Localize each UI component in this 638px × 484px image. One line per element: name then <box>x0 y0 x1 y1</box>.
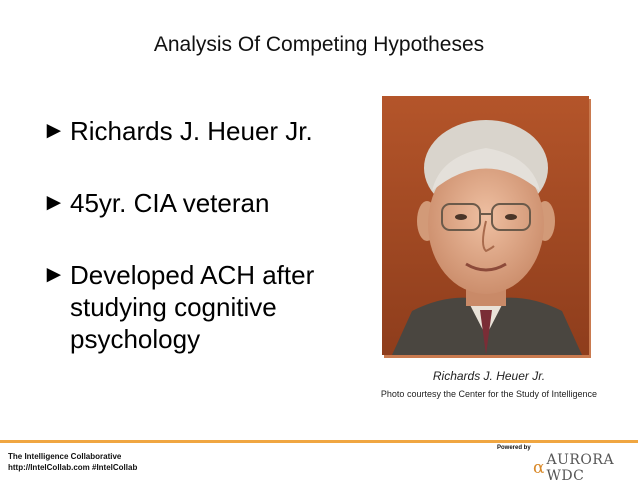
portrait-image <box>382 96 589 355</box>
bullet-arrow-icon: ► <box>42 189 66 216</box>
bullet-arrow-icon: ► <box>42 117 66 144</box>
powered-by-label: Powered by <box>497 445 531 451</box>
bullet-text: Developed ACH after studying cognitive psychology <box>70 260 315 354</box>
portrait-photo <box>382 96 589 355</box>
alpha-logo-icon: α <box>533 458 545 478</box>
bullet-item <box>42 259 362 355</box>
aurora-logo <box>533 452 638 484</box>
bullet-text: 45yr. CIA veteran <box>70 188 270 218</box>
slide-title: Analysis Of Competing Hypotheses <box>153 33 485 56</box>
photo-caption-name: Richards J. Heuer Jr. <box>432 369 546 383</box>
footer-organization: The Intelligence Collaborative <box>8 452 122 461</box>
bullet-item <box>42 187 362 219</box>
bullet-item <box>42 115 362 147</box>
photo-caption-credit: Photo courtesy the Center for the Study of Intelligence <box>380 389 598 399</box>
bullet-list <box>42 115 362 355</box>
bullet-text: Richards J. Heuer Jr. <box>70 116 313 146</box>
footer-divider <box>0 440 638 443</box>
logo-text: AURORA WDC <box>546 452 615 484</box>
bullet-arrow-icon: ► <box>42 261 66 288</box>
footer-url: http://IntelCollab.com #IntelCollab <box>8 463 138 472</box>
